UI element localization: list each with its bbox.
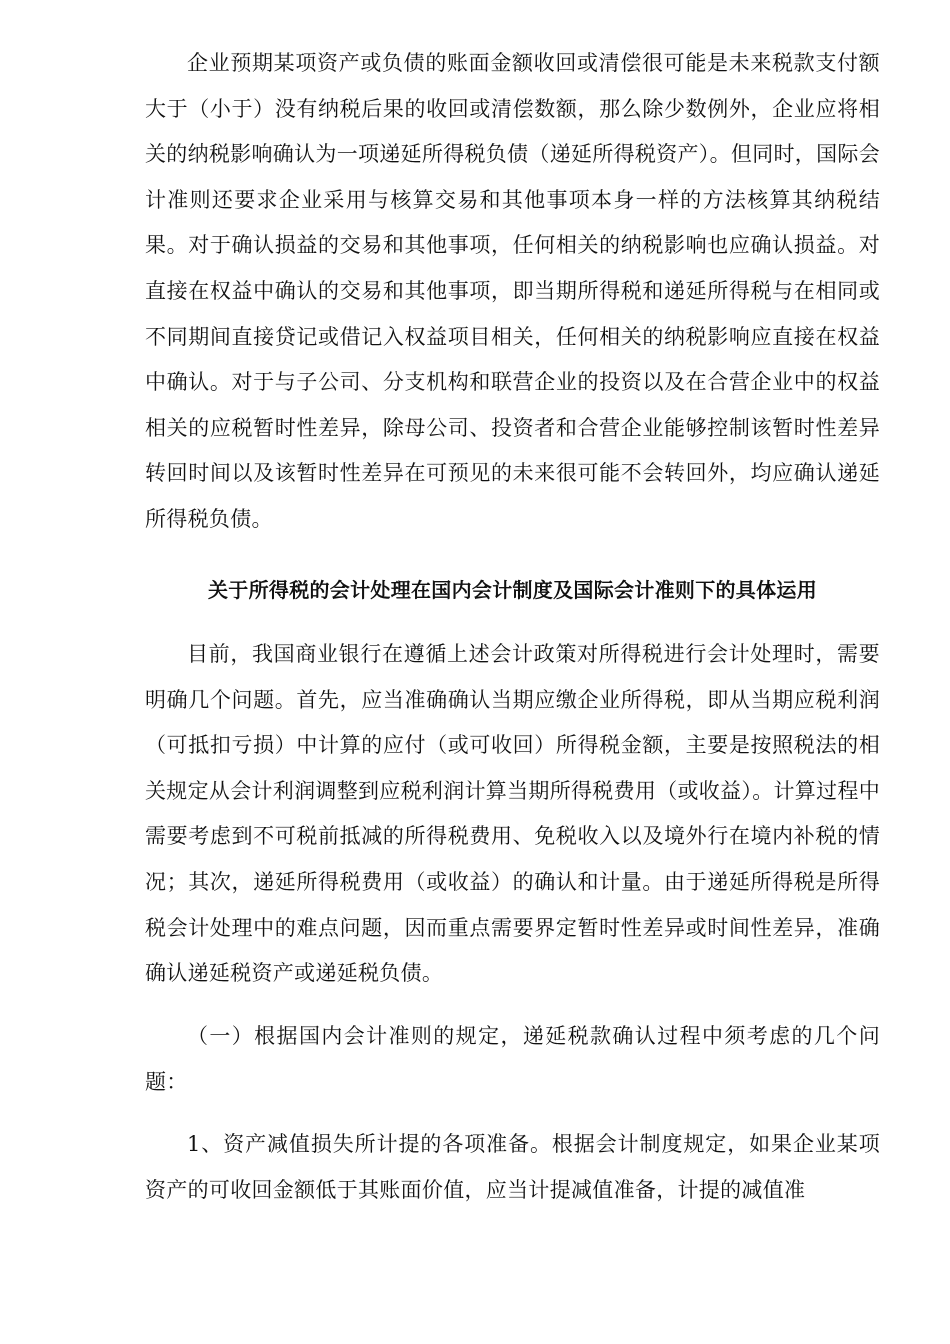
paragraph-deferred-tax-recognition: 企业预期某项资产或负债的账面金额收回或清偿很可能是未来税款支付额大于（小于）没有纳税后果的收回或清偿数额，那么除少数例外，企业应将相关的纳税影响确认为一项递延所得税负债（递延所得税资产）。但同时，国际会计准则还要求企业采用与核算交易和其他事项本身一样的方法核算其纳税结果。对于确认损益的交易和其他事项，任何相关的纳税影响也应确认损益。对直接在权益中确认的交易和其他事项，即当期所得税和递延所得税与在相同或不同期间直接贷记或借记入权益项目相关，任何相关的纳税影响应直接在权益中确认。对于与子公司、分支机构和联营企业的投资以及在合营企业中的权益相关的应税暂时性差异，除母公司、投资者和合营企业能够控制该暂时性差异转回时间以及该暂时性差异在可预见的未来很可能不会转回外，均应确认递延所得税负债。 — [145, 51, 880, 531]
section-heading: 关于所得税的会计处理在国内会计制度及国际会计准则下的具体运用 — [208, 578, 817, 602]
paragraph-commercial-bank-issues: 目前，我国商业银行在遵循上述会计政策对所得税进行会计处理时，需要明确几个问题。首先，应当准确确认当期应缴企业所得税，即从当期应税利润（可抵扣亏损）中计算的应付（或可收回）所得税金额，主要是按照税法的相关规定从会计利润调整到应税利润计算当期所得税费用（或收益）。计算过程中需要考虑到不可税前抵减的所得税费用、免税收入以及境外行在境内补税的情况；其次，递延所得税费用（或收益）的确认和计量。由于递延所得税是所得税会计处理中的难点问题，因而重点需要界定暂时性差异或时间性差异，准确确认递延税资产或递延税负债。 — [145, 642, 880, 986]
paragraph-impairment-provisions: 1、资产减值损失所计提的各项准备。根据会计制度规定，如果企业某项资产的可收回金额低于其账面价值，应当计提减值准备，计提的减值准 — [145, 1132, 880, 1202]
paragraph-domestic-standards-heading: （一）根据国内会计准则的规定，递延税款确认过程中须考虑的几个问题： — [145, 1024, 880, 1094]
